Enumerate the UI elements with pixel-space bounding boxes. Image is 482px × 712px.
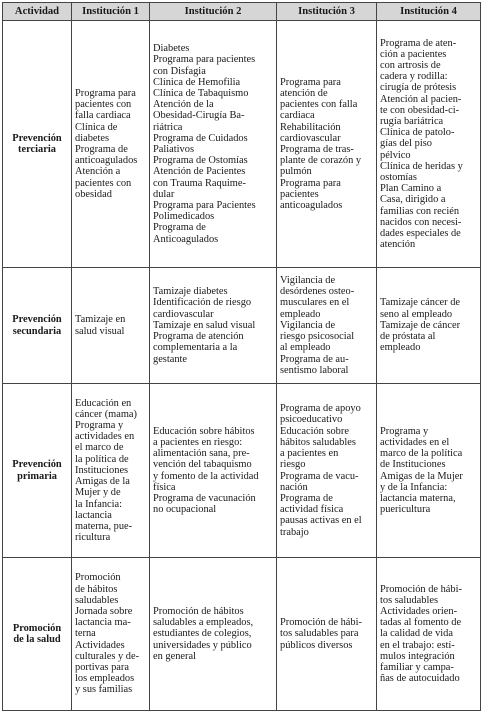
cell-text-line: Tamizaje cáncer de (380, 297, 461, 309)
cell-text-line: anticoagulados (280, 200, 343, 212)
cell-text-line: ción a pacientes (380, 48, 447, 60)
cell-text-line: te con obesidad-ci- (380, 104, 460, 116)
cell-text-line: atención de (280, 87, 328, 99)
cell-text-line: Programa de tras- (280, 144, 354, 155)
cell-text-line: sentismo laboral (280, 364, 349, 376)
cell-text-line: estudiantes de colegios, (153, 628, 252, 640)
cell-text-line: riesgo psicosocial (280, 331, 355, 343)
cell-text-line: de próstata al (380, 331, 436, 343)
cell-text-line: pacientes con falla (280, 99, 358, 111)
institucion-3-cell (277, 21, 377, 268)
activity-cell (3, 558, 72, 711)
cell-text-line: con artrosis de (380, 59, 441, 71)
cell-text-line: Programa para Pacientes (153, 200, 256, 212)
cell-text-line: al empleado (280, 342, 331, 354)
cell-text-line: cardiovascular (153, 308, 214, 320)
cell-text-line: terna (75, 628, 96, 640)
cell-text-line: Programa de aten- (380, 37, 457, 49)
cell-text-line: familiar y campa- (380, 662, 454, 673)
cell-text-line: puericultura (380, 504, 431, 516)
cell-text-line: portivas para (75, 662, 129, 673)
activities-table (2, 2, 481, 711)
cell-text-line: Casa, dirigido a (380, 194, 446, 206)
cell-text-line: familias con recién (380, 205, 460, 217)
institucion-4-cell (377, 384, 481, 558)
cell-text-line: plante de corazón y (280, 155, 362, 167)
cell-text-line: actividades en el (380, 436, 450, 448)
cell-text-line: anticoagulados (75, 155, 138, 167)
table-row-prevencion-primaria (3, 384, 481, 558)
cell-text-line: la política de (75, 453, 129, 465)
cell-text-line: nación (280, 481, 308, 493)
cell-text-line: Clínica de patolo- (380, 127, 455, 139)
cell-text-line: Amigas de la Mujer (380, 470, 463, 482)
cell-text-line: Promoción de hábitos (153, 605, 244, 617)
activity-cell (3, 21, 72, 268)
cell-text-line: Atención de la (153, 99, 214, 111)
cell-text-line: Programa de vacunación (153, 492, 256, 504)
cell-text-line: el marco de (75, 442, 124, 454)
cell-text-line: trabajo (280, 526, 309, 538)
activity-label-line: Prevención (12, 459, 62, 471)
cell-text-line: Educación sobre (280, 425, 349, 437)
cell-text-line: lactancia ma- (75, 617, 131, 629)
cell-text-line: cadera y rodilla: (380, 71, 448, 83)
cell-text-line: Actividades orien- (380, 605, 458, 617)
cell-text-line: pulmón (280, 166, 312, 178)
cell-text-line: diabetes (75, 132, 110, 144)
cell-text-line: a pacientes en riesgo: (153, 436, 243, 448)
institucion-4-cell (377, 558, 481, 711)
cell-text-line: Tamizaje de cáncer (380, 319, 461, 331)
cell-text-line: psicoeducativo (280, 414, 343, 426)
cell-text-line: Atención a (75, 166, 121, 178)
header-institucion-3: Institución 3 (277, 3, 377, 21)
cell-text-line: empleado (280, 308, 321, 320)
cell-text-line: Promoción de hábi- (280, 617, 362, 629)
cell-text-line: Programa para (75, 87, 136, 99)
cell-text-line: tos saludables para (280, 628, 359, 640)
cell-text-line: pacientes (280, 188, 319, 200)
cell-text-line: Instituciones (75, 464, 129, 476)
cell-text-line: Atención al pacien- (380, 93, 462, 105)
cell-text-line: Clínica de (75, 121, 118, 133)
cell-text-line: gías del piso (380, 138, 432, 150)
cell-text-line: Clínica de Tabaquismo (153, 87, 249, 99)
cell-text-line: rugía bariátrica (380, 115, 444, 127)
cell-text-line: pacientes con (75, 177, 132, 189)
cell-text-line: Actividades (75, 639, 125, 651)
cell-text-line: Programa y (380, 425, 429, 437)
cell-text-line: Identificación de riesgo (153, 297, 252, 309)
cell-text-line: musculares en el (280, 297, 350, 309)
cell-text-line: seno al empleado (380, 308, 453, 320)
cell-text-line: Educación sobre hábitos (153, 425, 255, 437)
activity-label-line: de la salud (13, 634, 61, 645)
cell-text-line: actividades en (75, 431, 135, 443)
cell-text-line: y de la Infancia: (380, 481, 448, 493)
cell-text-line: y sus familias (75, 684, 133, 696)
cell-text-line: Promoción de hábi- (380, 583, 462, 595)
cell-text-line: Vigilancia de (280, 319, 336, 331)
cell-text-line: Diabetes (153, 43, 190, 55)
header-actividad: Actividad (3, 3, 72, 21)
cell-text-line: en general (153, 650, 196, 662)
institucion-3-cell (277, 268, 377, 384)
cell-text-line: alimentación sana, pre- (153, 448, 250, 460)
cell-text-line: Plan Camino a (380, 183, 442, 195)
institucion-1-cell (72, 558, 150, 711)
cell-text-line: Programa de au- (280, 353, 349, 365)
cell-text-line: cardiaca (280, 110, 315, 122)
cell-text-line: dular (153, 188, 175, 200)
cell-text-line: Atención de Pacientes (153, 166, 246, 178)
cell-text-line: desórdenes osteo- (280, 286, 355, 298)
cell-text-line: atención (380, 239, 416, 251)
cell-text-line: Tamizaje en (75, 314, 126, 326)
cell-text-line: tos saludables (380, 594, 439, 606)
cell-text-line: vención del tabaquismo (153, 459, 252, 471)
cell-text-line: de hábitos (75, 583, 118, 595)
cell-text-line: pacientes con (75, 99, 132, 111)
cell-text-line: Amigas de la (75, 476, 130, 488)
cell-text-line: riátrica (153, 121, 183, 133)
institucion-3-cell (277, 558, 377, 711)
cell-text-line: saludables (75, 594, 119, 606)
cell-text-line: Programa para (280, 76, 341, 88)
cell-text-line: Promoción (75, 572, 121, 584)
cell-text-line: Obesidad-Cirugía Ba- (153, 110, 245, 122)
cell-text-line: lactancia materna, (380, 492, 456, 504)
cell-text-line: pausas activas en el (280, 515, 362, 527)
cell-text-line: Programa de (153, 222, 206, 234)
activity-label-line: secundaria (12, 325, 62, 337)
cell-text-line: Rehabilitación (280, 121, 341, 133)
header-row (3, 3, 481, 21)
header-institucion-2: Institución 2 (150, 3, 277, 21)
header-institucion-1: Institución 1 (72, 3, 150, 21)
cell-text-line: Programa y (75, 420, 124, 432)
cell-text-line: cáncer (mama) (75, 408, 138, 420)
cell-text-line: Programa para (280, 177, 341, 189)
cell-text-line: Clínica de heridas y (380, 160, 463, 172)
cell-text-line: Programa de apoyo (280, 403, 361, 415)
institucion-1-cell (72, 21, 150, 268)
table-row-promocion-salud (3, 558, 481, 711)
table-row-prevencion-terciaria (3, 21, 481, 268)
cell-text-line: Tamizaje diabetes (153, 286, 228, 298)
cell-text-line: Programa de (280, 492, 333, 504)
activity-cell (3, 384, 72, 558)
cell-text-line: los empleados (75, 673, 135, 685)
cell-text-line: ostomías (380, 172, 417, 183)
activity-label-line: Promoción (12, 622, 62, 634)
institucion-4-cell (377, 21, 481, 268)
activity-label-line: Prevención (12, 314, 62, 326)
cell-text-line: Clínica de Hemofilia (153, 76, 241, 88)
cell-text-line: de Instituciones (380, 459, 446, 471)
cell-text-line: cardiovascular (280, 132, 341, 144)
cell-text-line: no ocupacional (153, 504, 217, 516)
institucion-4-cell (377, 268, 481, 384)
cell-text-line: dades especiales de (380, 228, 461, 240)
cell-text-line: pélvico (380, 149, 411, 161)
cell-text-line: materna, pue- (75, 520, 133, 532)
cell-text-line: universidades y público (153, 639, 252, 651)
cell-text-line: riesgo (280, 459, 306, 471)
cell-text-line: Programa para pacientes (153, 54, 256, 66)
cell-text-line: la calidad de vida (380, 628, 453, 640)
activity-label-line: Prevención (12, 132, 62, 144)
institucion-3-cell (277, 384, 377, 558)
cell-text-line: Anticoagulados (153, 233, 219, 245)
activity-label-line: primaria (17, 470, 57, 482)
table-row-prevencion-secundaria (3, 268, 481, 384)
cell-text-line: saludables a empleados, (153, 617, 254, 629)
cell-text-line: tadas al fomento de (380, 617, 462, 629)
cell-text-line: marco de la política (380, 448, 463, 460)
cell-text-line: con Trauma Raquime- (153, 177, 246, 189)
cell-text-line: Educación en (75, 397, 132, 409)
cell-text-line: complementaria a la (153, 342, 238, 354)
institucion-2-cell (150, 558, 277, 711)
cell-text-line: Programa de Cuidados (153, 132, 248, 144)
cell-text-line: falla cardiaca (75, 110, 131, 122)
header-institucion-4: Institución 4 (377, 3, 481, 21)
cell-text-line: gestante (153, 353, 188, 365)
cell-text-line: a pacientes en (280, 448, 339, 460)
institucion-1-cell (72, 384, 150, 558)
cell-text-line: públicos diversos (280, 639, 353, 651)
cell-text-line: la Infancia: (75, 498, 123, 510)
cell-text-line: física (153, 481, 176, 493)
cell-text-line: Tamizaje en salud visual (153, 319, 256, 331)
cell-text-line: Paliativos (153, 144, 194, 155)
cell-text-line: Mujer y de (75, 487, 121, 499)
cell-text-line: ricultura (75, 532, 111, 544)
cell-text-line: ñas de autocuidado (380, 673, 460, 685)
cell-text-line: Programa de vacu- (280, 470, 359, 482)
cell-text-line: en el trabajo: estí- (380, 639, 455, 651)
cell-text-line: con Disfagia (153, 65, 206, 77)
cell-text-line: culturales y de- (75, 650, 140, 662)
cell-text-line: actividad física (280, 504, 344, 516)
activity-label-line: terciaria (18, 144, 56, 155)
activity-cell (3, 268, 72, 384)
cell-text-line: Programa de (75, 144, 128, 155)
cell-text-line: Vigilancia de (280, 275, 336, 287)
institucion-1-cell (72, 268, 150, 384)
cell-text-line: nacidos con necesi- (380, 216, 462, 228)
cell-text-line: cirugía de prótesis (380, 82, 457, 94)
cell-text-line: obesidad (75, 188, 112, 200)
institucion-2-cell (150, 268, 277, 384)
cell-text-line: Programa de atención (153, 331, 244, 343)
cell-text-line: lactancia (75, 509, 112, 521)
cell-text-line: mulos integración (380, 650, 455, 662)
cell-text-line: Polimedicados (153, 211, 215, 223)
cell-text-line: Programa de Ostomías (153, 155, 248, 167)
institucion-2-cell (150, 384, 277, 558)
institucion-2-cell (150, 21, 277, 268)
cell-text-line: hábitos saludables (280, 436, 356, 448)
cell-text-line: salud visual (75, 325, 125, 337)
cell-text-line: empleado (380, 342, 421, 354)
cell-text-line: y fomento de la actividad (153, 470, 259, 482)
cell-text-line: Jornada sobre (75, 605, 133, 617)
